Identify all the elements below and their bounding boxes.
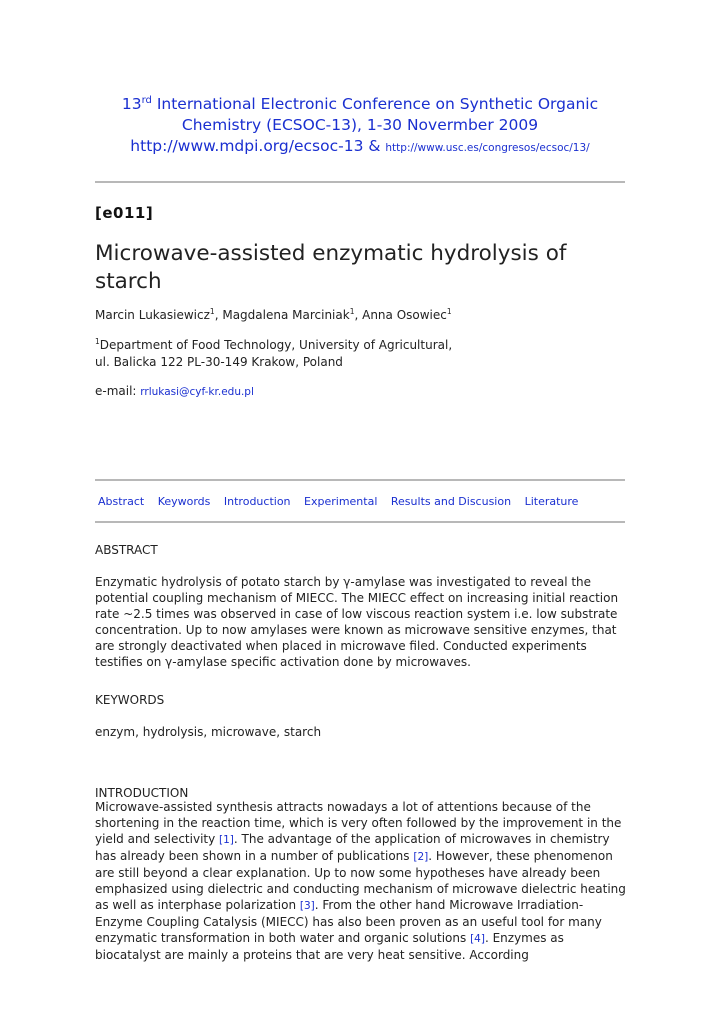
nav-link-literature[interactable]: Literature bbox=[524, 495, 579, 508]
keywords-text: enzym, hydrolysis, microwave, starch bbox=[95, 725, 322, 739]
affiliation-line-1: Department of Food Technology, University of Agricultural, bbox=[99, 338, 453, 352]
introduction-text bbox=[95, 799, 627, 963]
conference-ordinal: 13 bbox=[121, 95, 142, 113]
authors: Marcin Lukasiewicz$^1$, Magdalena Marciniak$^1$, Anna Osowiec$^1$ bbox=[95, 307, 452, 322]
introduction-heading: INTRODUCTION bbox=[95, 786, 189, 800]
author-name: Magdalena Marciniak bbox=[222, 308, 350, 322]
divider-nav-bottom bbox=[95, 521, 625, 523]
affiliation-mark: 1 bbox=[95, 337, 100, 346]
intro-text-part: Microwave-assisted synthesis attracts nowadays a lot of attentions because of the shortening in the reaction time, which is very often followed by the improvement in the yield and selectivity bbox=[95, 800, 622, 846]
conference-url-secondary[interactable]: http://www.usc.es/congresos/ecsoc/13/ bbox=[385, 142, 590, 154]
reference-link[interactable]: [4] bbox=[470, 933, 485, 945]
intro-text-part: . However, these phenomenon are still beyond a clear explanation. Up to now some hypotheses have already been emphasized using dielectric and conducting mechanism of microwave dielectric heating as well as interphase polarization bbox=[95, 849, 626, 912]
author-name: Anna Osowiec bbox=[362, 308, 447, 322]
nav-link-keywords[interactable]: Keywords bbox=[157, 495, 211, 508]
abstract-heading: ABSTRACT bbox=[95, 543, 158, 557]
nav-link-introduction[interactable]: Introduction bbox=[223, 495, 291, 508]
nav-link-results[interactable]: Results and Discusion bbox=[390, 495, 512, 508]
reference-link[interactable]: [2] bbox=[413, 851, 429, 863]
paper-title: Microwave-assisted enzymatic hydrolysis of starch bbox=[95, 241, 567, 294]
url-separator: & bbox=[363, 137, 386, 155]
author-affil-mark: 1 bbox=[209, 307, 215, 316]
reference-link[interactable]: [3] bbox=[299, 900, 315, 912]
ordinal-suffix: rd bbox=[141, 95, 152, 106]
keywords-heading: KEYWORDS bbox=[95, 693, 165, 707]
author-affil-mark: 1 bbox=[349, 307, 355, 316]
conference-name: International Electronic Conference on Synthetic Organic bbox=[151, 95, 599, 113]
divider-nav-top bbox=[95, 479, 625, 481]
conference-urls bbox=[95, 136, 625, 159]
conference-dates: Chemistry (ECSOC-13), 1-30 Novermber 2009 bbox=[181, 116, 539, 134]
author-name: Marcin Lukasiewicz bbox=[95, 308, 210, 322]
email-link[interactable]: rrlukasi@cyf-kr.edu.pl bbox=[140, 386, 254, 398]
reference-link[interactable]: [1] bbox=[219, 834, 234, 846]
nav-link-experimental[interactable]: Experimental bbox=[304, 495, 378, 508]
email bbox=[95, 383, 254, 401]
email-label: e-mail: bbox=[95, 384, 141, 398]
nav-link-abstract[interactable]: Abstract bbox=[98, 495, 145, 508]
intro-text-part: . The advantage of the application of microwaves in chemistry has already been shown in a number of publications bbox=[95, 832, 610, 863]
conference-header bbox=[95, 94, 625, 159]
affiliation bbox=[95, 337, 452, 371]
affiliation-line-2: ul. Balicka 122 PL-30-149 Krakow, Poland bbox=[95, 355, 343, 369]
divider-top bbox=[95, 181, 625, 183]
intro-text-part: . From the other hand Microwave Irradiation-Enzyme Coupling Catalysis (MIECC) has also been proven as an useful tool for many enzymatic transformation in both water and organic solutions bbox=[95, 898, 602, 945]
abstract-text: Enzymatic hydrolysis of potato starch by γ-amylase was investigated to reveal the potential coupling mechanism of MIECC. The MIECC effect on increasing initial reaction rate ~2.5 times was observed in case of low viscous reaction system i.e. low substrate concentration. Up to now amylases were known as microwave sensitive enzymes, that are strongly deactivated when placed in microwave filed. Conducted experiments testifies on γ-amylase specific activation done by microwaves. bbox=[95, 575, 619, 669]
conference-line-1 bbox=[95, 94, 625, 115]
conference-url-main[interactable]: http://www.mdpi.org/ecsoc-13 bbox=[130, 137, 364, 155]
intro-text-part: . Enzymes as biocatalyst are mainly a proteins that are very heat sensitive. According bbox=[95, 931, 564, 962]
author-affil-mark: 1 bbox=[446, 307, 452, 316]
section-nav bbox=[98, 495, 588, 508]
paper-code: [e011] bbox=[95, 204, 154, 222]
